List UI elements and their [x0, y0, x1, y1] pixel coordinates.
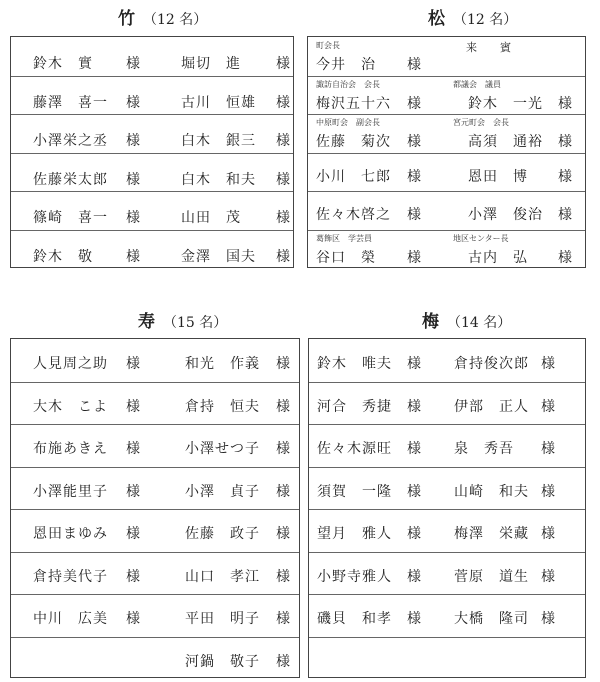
name-cell: 小川 七郎: [316, 168, 391, 185]
row-divider: [11, 153, 293, 154]
heading-matsu: 松 （12 名）: [428, 9, 518, 29]
honorific: 様: [541, 483, 555, 500]
position-title: 葛飾区 学芸員: [316, 234, 372, 243]
name-cell: 和光 作義: [185, 356, 260, 372]
honorific: 様: [407, 568, 421, 585]
heading-kotobuki: 寿 （15 名）: [138, 312, 228, 332]
name-cell: 白木 和夫: [181, 171, 256, 188]
name-cell: 大木 こよ: [33, 398, 108, 415]
honorific: 様: [407, 95, 421, 112]
honorific: 様: [126, 526, 140, 542]
row-divider: [11, 552, 299, 553]
name-cell: 鈴木 實: [33, 56, 93, 72]
position-title: 中原町会 副会長: [316, 118, 380, 128]
name-cell: 小澤能里子: [33, 483, 108, 500]
name-cell: 佐々木啓之: [316, 207, 391, 224]
honorific: 様: [276, 441, 290, 457]
name-cell: 山口 孝江: [185, 568, 260, 585]
row-divider: [308, 114, 585, 115]
honorific: 様: [407, 483, 421, 500]
name-cell: 磯貝 和孝: [317, 611, 392, 627]
position-title: 町会長: [316, 41, 340, 50]
row-divider: [309, 382, 585, 383]
honorific: 様: [407, 356, 421, 372]
row-divider: [11, 637, 299, 638]
honorific: 様: [126, 171, 140, 188]
name-cell: 河合 秀捷: [317, 398, 392, 415]
name-cell: 倉持 恒夫: [185, 398, 260, 415]
name-cell: 鈴木 唯夫: [317, 356, 392, 372]
raihin-label: 来 賓: [466, 41, 517, 54]
table-ume: [308, 338, 586, 678]
name-cell: 堀切 進: [181, 56, 241, 72]
name-cell: 梅沢五十六: [316, 95, 391, 112]
name-cell: 小澤 貞子: [185, 483, 260, 500]
heading-take: 竹 （12 名）: [118, 9, 208, 29]
row-divider: [11, 467, 299, 468]
name-cell: 望月 雅人: [317, 526, 392, 542]
row-divider: [11, 191, 293, 192]
row-divider: [11, 76, 293, 77]
honorific: 様: [407, 57, 421, 73]
name-cell: 佐藤 菊次: [316, 134, 391, 151]
honorific: 様: [126, 398, 140, 415]
honorific: 様: [558, 168, 572, 185]
name-cell: 高須 通裕: [468, 134, 543, 151]
name-cell: 今井 治: [316, 57, 376, 73]
name-cell: 山田 茂: [181, 210, 241, 227]
row-divider: [309, 509, 585, 510]
honorific: 様: [126, 611, 140, 627]
honorific: 様: [558, 95, 572, 112]
row-divider: [309, 467, 585, 468]
honorific: 様: [276, 568, 290, 585]
honorific: 様: [276, 94, 290, 111]
name-cell: 人見周之助: [33, 356, 108, 372]
honorific: 様: [558, 134, 572, 151]
name-cell: 泉 秀吾: [454, 441, 514, 457]
honorific: 様: [276, 526, 290, 542]
name-cell: 古内 弘: [468, 250, 528, 266]
honorific: 様: [407, 207, 421, 224]
row-divider: [308, 191, 585, 192]
name-cell: 鈴木 一光: [468, 95, 543, 112]
honorific: 様: [407, 398, 421, 415]
heading-ume: 梅 （14 名）: [422, 312, 512, 332]
table-matsu: [307, 36, 586, 268]
honorific: 様: [126, 483, 140, 500]
honorific: 様: [276, 611, 290, 627]
honorific: 様: [126, 568, 140, 585]
honorific: 様: [126, 441, 140, 457]
name-cell: 小澤栄之丞: [33, 133, 108, 150]
honorific: 様: [541, 356, 555, 372]
row-divider: [309, 637, 585, 638]
name-cell: 梅澤 栄藏: [454, 526, 529, 542]
name-cell: 大橋 隆司: [454, 611, 529, 627]
name-cell: 藤澤 喜一: [33, 94, 108, 111]
row-divider: [309, 594, 585, 595]
honorific: 様: [276, 133, 290, 150]
honorific: 様: [276, 653, 290, 670]
honorific: 様: [126, 56, 140, 72]
name-cell: 山崎 和夫: [454, 483, 529, 500]
name-cell: 篠崎 喜一: [33, 210, 108, 227]
honorific: 様: [126, 210, 140, 227]
name-cell: 須賀 一隆: [317, 483, 392, 500]
row-divider: [309, 552, 585, 553]
honorific: 様: [276, 171, 290, 188]
row-divider: [11, 114, 293, 115]
honorific: 様: [558, 250, 572, 266]
honorific: 様: [276, 210, 290, 227]
row-divider: [11, 382, 299, 383]
name-cell: 小野寺雅人: [317, 568, 392, 585]
position-title: 宮元町会 会長: [453, 118, 509, 128]
row-divider: [309, 424, 585, 425]
name-cell: 菅原 道生: [454, 568, 529, 585]
name-cell: 平田 明子: [185, 611, 260, 627]
honorific: 様: [541, 568, 555, 585]
honorific: 様: [276, 398, 290, 415]
name-cell: 小澤せつ子: [185, 441, 260, 457]
honorific: 様: [558, 207, 572, 224]
table-kotobuki: [10, 338, 300, 678]
name-cell: 小澤 俊治: [468, 207, 543, 224]
row-divider: [11, 230, 293, 231]
name-cell: 古川 恒雄: [181, 94, 256, 111]
honorific: 様: [407, 168, 421, 185]
honorific: 様: [407, 441, 421, 457]
name-cell: 伊部 正人: [454, 398, 529, 415]
name-cell: 白木 銀三: [181, 133, 256, 150]
row-divider: [308, 153, 585, 154]
honorific: 様: [407, 134, 421, 151]
name-cell: 佐々木源旺: [317, 441, 392, 457]
honorific: 様: [541, 526, 555, 542]
name-cell: 佐藤 政子: [185, 526, 260, 542]
honorific: 様: [126, 249, 140, 265]
name-cell: 倉持俊次郎: [454, 356, 529, 372]
name-cell: 河鍋 敬子: [185, 653, 260, 670]
honorific: 様: [126, 94, 140, 111]
row-divider: [308, 76, 585, 77]
row-divider: [11, 594, 299, 595]
honorific: 様: [407, 250, 421, 266]
row-divider: [11, 424, 299, 425]
honorific: 様: [541, 611, 555, 627]
honorific: 様: [126, 133, 140, 150]
name-cell: 中川 広美: [33, 611, 108, 627]
honorific: 様: [126, 356, 140, 372]
name-cell: 恩田 博: [468, 168, 528, 185]
name-cell: 倉持美代子: [33, 568, 108, 585]
honorific: 様: [407, 611, 421, 627]
honorific: 様: [541, 398, 555, 415]
position-title: 諏訪自治会 会長: [316, 79, 380, 89]
name-cell: 鈴木 敬: [33, 249, 93, 265]
honorific: 様: [276, 249, 290, 265]
row-divider: [308, 230, 585, 231]
row-divider: [11, 509, 299, 510]
position-title: 都議会 議員: [453, 79, 501, 89]
honorific: 様: [541, 441, 555, 457]
name-cell: 佐藤栄太郎: [33, 171, 108, 188]
name-cell: 布施あきえ: [33, 441, 108, 457]
honorific: 様: [276, 483, 290, 500]
honorific: 様: [276, 356, 290, 372]
honorific: 様: [407, 526, 421, 542]
honorific: 様: [276, 56, 290, 72]
name-cell: 恩田まゆみ: [33, 526, 108, 542]
name-cell: 金澤 国夫: [181, 249, 256, 265]
name-cell: 谷口 榮: [316, 250, 376, 266]
table-take: [10, 36, 294, 268]
position-title: 地区センター長: [453, 234, 509, 243]
